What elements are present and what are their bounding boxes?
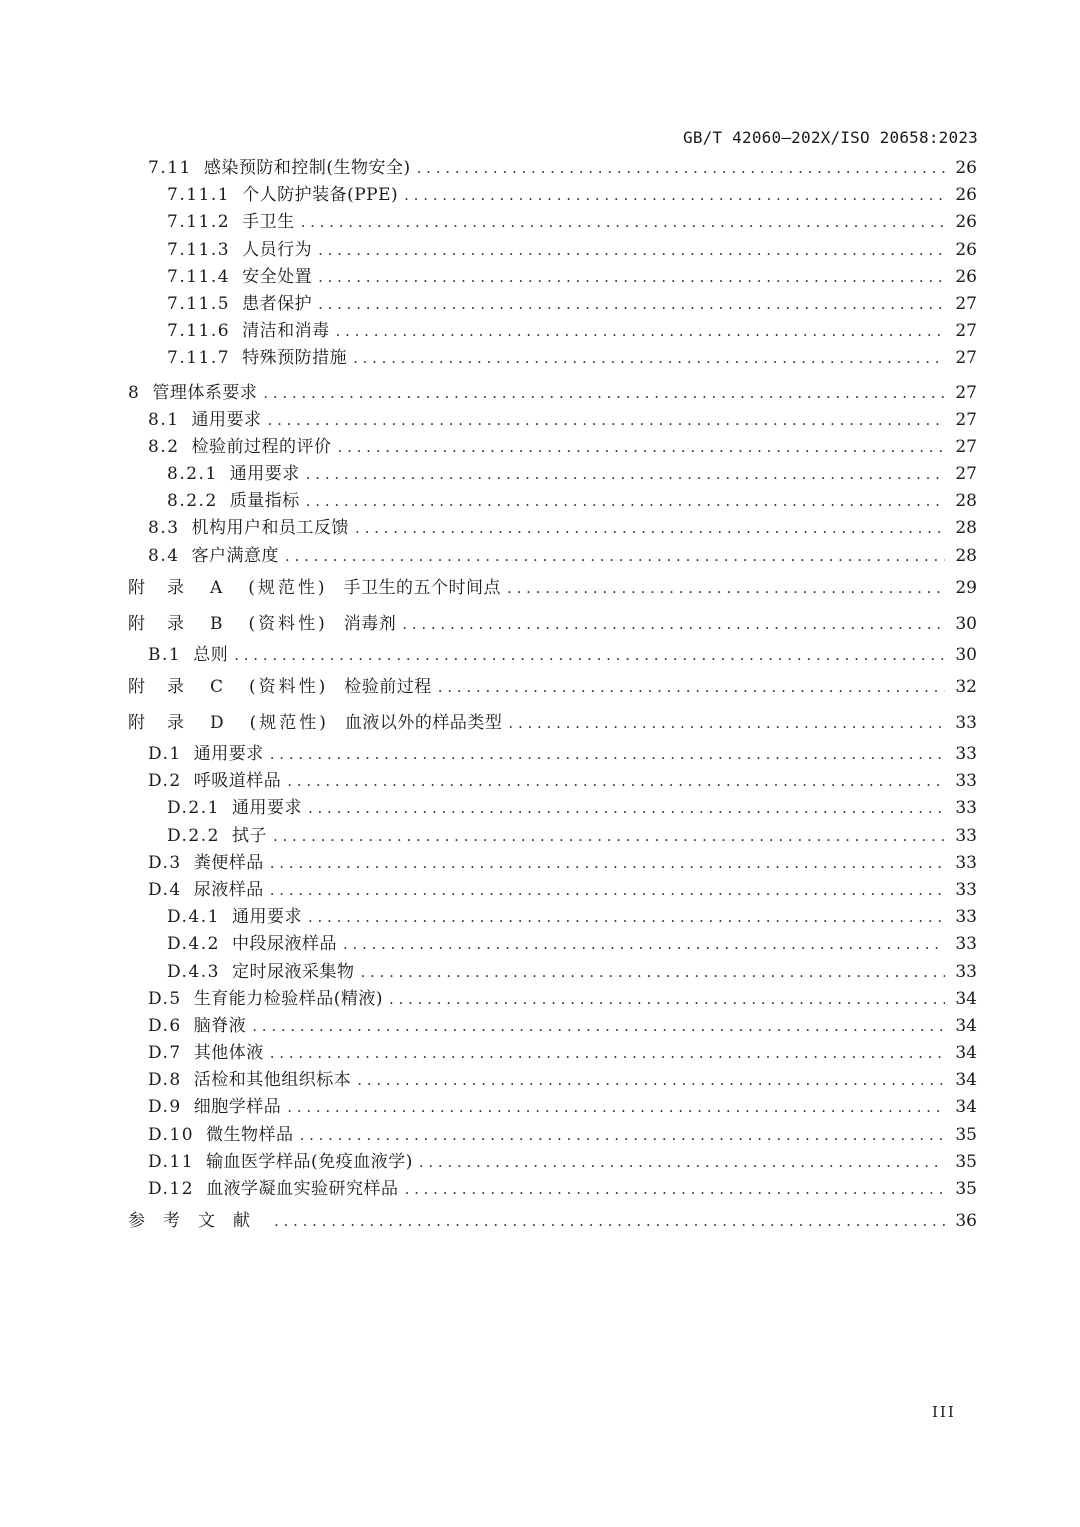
dot-leader	[270, 741, 945, 768]
toc-entry[interactable]	[128, 904, 977, 931]
toc-entry-title: 参考文献	[128, 1211, 268, 1232]
toc-entry-page: 33	[955, 825, 977, 846]
toc-entry[interactable]	[128, 1149, 977, 1176]
toc-entry-title: 总则	[193, 644, 229, 665]
toc-entry[interactable]	[128, 959, 977, 986]
dot-leader	[338, 434, 945, 461]
toc-entry-title: 微生物样品	[206, 1124, 294, 1145]
toc-entry-number: D.4.2	[167, 934, 220, 955]
toc-entry-number: 7.11.2	[167, 212, 231, 233]
dot-leader	[287, 1094, 945, 1121]
toc-entry-title: 通用要求	[229, 464, 300, 485]
dot-leader	[417, 155, 945, 182]
toc-entry[interactable]	[128, 1067, 977, 1094]
dot-leader	[263, 380, 945, 407]
toc-entry[interactable]	[128, 543, 977, 570]
toc-entry-title: 安全处置	[242, 266, 313, 287]
toc-entry[interactable]	[128, 434, 977, 461]
toc-entry[interactable]	[128, 182, 977, 209]
toc-entry-page: 33	[955, 713, 977, 733]
toc-entry[interactable]	[128, 931, 977, 958]
toc-entry-page: 35	[955, 1179, 977, 1199]
toc-entry-page: 27	[955, 464, 977, 485]
dot-leader	[405, 1176, 945, 1203]
toc-entry-page: 27	[955, 436, 977, 457]
dot-leader	[287, 768, 945, 795]
toc-entry-title: 特殊预防措施	[242, 348, 348, 369]
toc-entry-number: D.8	[148, 1070, 182, 1091]
toc-entry-page: 35	[955, 1124, 977, 1145]
toc-entry-page: 33	[955, 771, 977, 792]
dot-leader	[419, 1149, 945, 1176]
toc-entry-title: 活检和其他组织标本	[193, 1070, 352, 1091]
toc-entry-number: D.4.1	[167, 907, 220, 928]
toc-entry[interactable]	[128, 237, 977, 264]
annex-kind: (资料性)	[248, 613, 328, 634]
dot-leader	[508, 705, 945, 741]
toc-entry[interactable]	[128, 606, 977, 642]
toc-entry-number: 7.11.3	[167, 239, 231, 260]
toc-entry-page: 28	[955, 491, 977, 512]
toc-entry[interactable]	[128, 642, 977, 669]
toc-entry-page: 28	[955, 545, 977, 566]
toc-entry-page: 27	[955, 321, 977, 342]
toc-entry-title: 定时尿液采集物	[231, 961, 355, 982]
toc-entry-title: 通用要求	[231, 798, 302, 819]
toc-entry-number: 8.2	[148, 436, 180, 457]
toc-entry[interactable]	[128, 741, 977, 768]
toc-entry-number: 7.11.6	[167, 321, 231, 342]
toc-entry[interactable]	[128, 345, 977, 372]
toc-entry-page: 27	[955, 409, 977, 430]
toc-entry-number: D.4	[148, 879, 182, 900]
toc-entry-number: 8.3	[148, 518, 180, 539]
page-number-folio: III	[932, 1403, 956, 1421]
dot-leader	[270, 877, 945, 904]
toc-entry-page: 26	[955, 266, 977, 287]
toc-entry-title: 呼吸道样品	[193, 771, 282, 792]
toc-entry-title: 拭子	[231, 825, 267, 846]
annex-letter: C	[210, 677, 224, 697]
toc-entry[interactable]	[128, 1094, 977, 1121]
toc-entry-page: 33	[955, 879, 977, 900]
toc-entry-page: 27	[955, 348, 977, 369]
toc-entry[interactable]	[128, 461, 977, 488]
toc-entry[interactable]	[128, 795, 977, 822]
annex-kind: (规范性)	[248, 577, 328, 598]
toc-entry[interactable]	[128, 264, 977, 291]
toc-entry-title: 血液学凝血实验研究样品	[206, 1179, 399, 1199]
toc-entry-title: 粪便样品	[193, 852, 264, 873]
dot-leader	[308, 795, 945, 822]
toc-entry[interactable]	[128, 1122, 977, 1149]
toc-entry-number: 7.11.4	[167, 266, 231, 287]
dot-leader	[389, 986, 945, 1013]
dot-leader	[353, 345, 945, 372]
dot-leader	[308, 904, 945, 931]
toc-entry-number: D.12	[148, 1179, 195, 1199]
toc-entry-page: 28	[955, 518, 977, 539]
toc-entry-page: 34	[955, 1015, 977, 1036]
dot-leader	[270, 1040, 945, 1067]
toc-entry-number: D.5	[148, 988, 182, 1009]
annex-label: 附录	[128, 677, 206, 697]
toc-entry-title: 感染预防和控制(生物安全)	[203, 158, 411, 178]
toc-entry[interactable]	[128, 877, 977, 904]
dot-leader	[285, 543, 945, 570]
toc-entry-title: 中段尿液样品	[231, 934, 337, 955]
toc-entry-title: 血液以外的样品类型	[344, 713, 503, 733]
toc-entry-page: 27	[955, 382, 977, 403]
toc-entry[interactable]	[128, 850, 977, 877]
toc-entry-title: 尿液样品	[193, 879, 264, 900]
toc-entry[interactable]	[128, 407, 977, 434]
toc-entry-title: 生育能力检验样品(精液)	[193, 988, 384, 1009]
toc-entry-number: D.7	[148, 1043, 182, 1064]
dot-leader	[273, 823, 945, 850]
toc-entry-number: D.2	[148, 771, 182, 792]
toc-entry-page: 33	[955, 744, 977, 764]
toc-entry-number: D.6	[148, 1015, 182, 1036]
annex-letter: D	[210, 713, 224, 733]
dot-leader	[306, 488, 945, 515]
toc-entry-page: 26	[955, 158, 977, 178]
toc-entry-title: 清洁和消毒	[242, 321, 330, 342]
annex-label: 附录	[128, 613, 206, 634]
dot-leader	[270, 850, 945, 877]
toc-entry-number: D.2.1	[167, 798, 220, 819]
toc-entry-title: 其他体液	[193, 1043, 264, 1064]
toc-entry-title: 细胞学样品	[193, 1097, 282, 1118]
dot-leader	[355, 515, 945, 542]
toc-entry-number: D.10	[148, 1124, 195, 1145]
toc-entry[interactable]	[128, 318, 977, 345]
toc-entry-number: 8.2.2	[167, 491, 218, 512]
dot-leader	[438, 669, 945, 705]
annex-label: 附录	[128, 577, 206, 598]
toc-entry-title: 通用要求	[191, 409, 262, 430]
dot-leader	[357, 1067, 945, 1094]
toc-entry[interactable]	[128, 1176, 977, 1203]
toc-entry-page: 34	[955, 1070, 977, 1091]
toc-entry-number: D.3	[148, 852, 182, 873]
toc-entry-number: 8	[128, 382, 141, 403]
toc-entry-page: 33	[955, 907, 977, 928]
toc-entry-number: D.9	[148, 1097, 182, 1118]
dot-leader	[507, 570, 945, 606]
toc-entry-page: 34	[955, 1097, 977, 1118]
dot-leader	[318, 291, 945, 318]
toc-entry-page: 29	[955, 577, 977, 598]
toc-entry-number: 8.4	[148, 545, 180, 566]
toc-entry[interactable]	[128, 570, 977, 606]
dot-leader	[300, 1122, 945, 1149]
dot-leader	[252, 1013, 945, 1040]
toc-entry[interactable]	[128, 488, 977, 515]
toc-entry-page: 33	[955, 934, 977, 955]
annex-letter: A	[210, 577, 223, 598]
toc-entry-number: 7.11.7	[167, 348, 231, 369]
toc-entry[interactable]	[128, 1203, 977, 1239]
toc-entry-number: 7.11.5	[167, 293, 231, 314]
toc-entry-title: 脑脊液	[193, 1015, 247, 1036]
dot-leader	[343, 931, 945, 958]
dot-leader	[301, 209, 945, 236]
toc-entry-title: 个人防护装备(PPE)	[242, 185, 399, 206]
toc-entry-number: D.4.3	[167, 961, 220, 982]
toc-entry[interactable]	[128, 1040, 977, 1067]
table-of-contents	[128, 155, 977, 1239]
toc-entry[interactable]	[128, 986, 977, 1013]
toc-entry-number: 7.11	[148, 158, 192, 178]
toc-entry[interactable]	[128, 823, 977, 850]
toc-entry-title: 检验前过程	[344, 677, 432, 697]
toc-entry-page: 26	[955, 212, 977, 233]
toc-entry-page: 26	[955, 185, 977, 206]
toc-entry-number: 8.1	[148, 409, 180, 430]
dot-leader	[234, 642, 945, 669]
dot-leader	[336, 318, 945, 345]
toc-entry-title: 客户满意度	[191, 545, 280, 566]
annex-letter: B	[210, 613, 223, 634]
toc-entry-page: 34	[955, 1043, 977, 1064]
toc-entry-page: 26	[955, 239, 977, 260]
toc-entry[interactable]	[128, 380, 977, 407]
toc-entry-title: 手卫生的五个时间点	[343, 577, 502, 598]
annex-kind: (规范性)	[249, 713, 329, 733]
dot-leader	[404, 182, 945, 209]
toc-entry[interactable]	[128, 155, 977, 182]
toc-entry-page: 33	[955, 798, 977, 819]
toc-entry[interactable]	[128, 768, 977, 795]
toc-entry[interactable]	[128, 209, 977, 236]
toc-entry-page: 30	[955, 644, 977, 665]
toc-entry-number: D.11	[148, 1151, 195, 1172]
dot-leader	[318, 264, 945, 291]
toc-entry[interactable]	[128, 1013, 977, 1040]
toc-entry-number: 8.2.1	[167, 464, 218, 485]
toc-entry-title: 检验前过程的评价	[191, 436, 332, 457]
toc-entry-page: 33	[955, 961, 977, 982]
toc-entry[interactable]	[128, 705, 977, 741]
toc-entry-number: D.1	[148, 744, 182, 764]
dot-leader	[306, 461, 945, 488]
toc-entry-page: 36	[955, 1211, 977, 1232]
toc-entry-page: 35	[955, 1151, 977, 1172]
toc-entry-page: 27	[955, 293, 977, 314]
toc-entry-page: 33	[955, 852, 977, 873]
toc-entry-title: 通用要求	[193, 744, 264, 764]
annex-label: 附录	[128, 713, 206, 733]
toc-entry-title: 管理体系要求	[152, 382, 258, 403]
toc-entry-title: 手卫生	[242, 212, 295, 233]
toc-entry-page: 32	[955, 677, 977, 697]
toc-entry-title: 机构用户和员工反馈	[191, 518, 350, 539]
toc-entry-page: 30	[955, 613, 977, 634]
toc-entry-title: 人员行为	[242, 239, 313, 260]
toc-entry[interactable]	[128, 669, 977, 705]
toc-entry-title: 通用要求	[231, 907, 302, 928]
toc-entry[interactable]	[128, 291, 977, 318]
dot-leader	[360, 959, 945, 986]
toc-entry-title: 患者保护	[242, 293, 313, 314]
toc-entry-title: 消毒剂	[343, 613, 397, 634]
toc-entry-title: 质量指标	[229, 491, 300, 512]
dot-leader	[318, 237, 945, 264]
dot-leader	[402, 606, 945, 642]
annex-kind: (资料性)	[249, 677, 329, 697]
toc-entry-number: D.2.2	[167, 825, 220, 846]
toc-entry-title: 输血医学样品(免疫血液学)	[206, 1151, 413, 1172]
toc-entry-number: 7.11.1	[167, 185, 231, 206]
toc-entry-page: 34	[955, 988, 977, 1009]
toc-entry[interactable]	[128, 515, 977, 542]
toc-entry-number: B.1	[148, 644, 182, 665]
document-standard-id: GB/T 42060—202X/ISO 20658:2023	[683, 128, 978, 147]
dot-leader	[274, 1203, 945, 1239]
dot-leader	[268, 407, 945, 434]
